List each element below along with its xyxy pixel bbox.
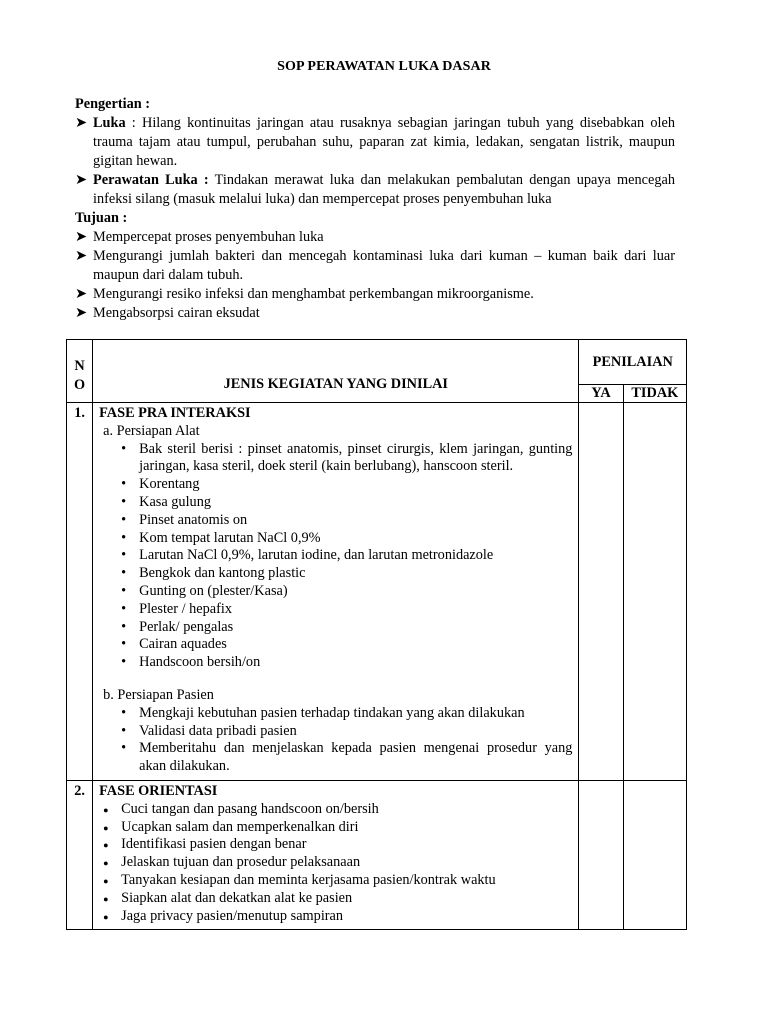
list-item: • Bak steril berisi : pinset anatomis, pinset cirurgis, klem jaringan, gunting jaringan, kasa steril, doek steril (kain berlubang), hanscoon steril. [121, 441, 572, 477]
list-item: • Mengkaji kebutuhan pasien terhadap tindakan yang akan dilakukan [121, 705, 572, 723]
tujuan-item [75, 228, 675, 247]
tujuan-item [75, 304, 675, 323]
arrow-bullet-icon: ➤ [75, 248, 87, 264]
phase-title: FASE PRA INTERAKSI [99, 405, 251, 421]
row-number: 1. [67, 403, 93, 781]
arrow-bullet-icon: ➤ [75, 115, 87, 131]
phase-title: FASE ORIENTASI [99, 782, 218, 799]
list-item: • Perlak/ pengalas [121, 619, 572, 637]
document-title: SOP PERAWATAN LUKA DASAR [277, 59, 491, 74]
row-content [93, 403, 579, 781]
list-item: ● Siapkan alat dan dekatkan alat ke pasien [103, 890, 572, 908]
list-item: ● Jelaskan tujuan dan prosedur pelaksanaan [103, 854, 572, 872]
pengertian-item-luka [75, 114, 675, 171]
ya-cell[interactable] [579, 403, 623, 781]
col-ya-header: YA [579, 385, 623, 403]
list-item: • Cairan aquades [121, 636, 572, 654]
definition: Hilang kontinuitas jaringan atau rusaknya sebagian jaringan tubuh yang disebabkan oleh trauma tajam atau tumpul, perubahan suhu, paparan zat kimia, ledakan, sengatan listrik, maupun gigitan hewan. [93, 115, 675, 169]
list-item: • Memberitahu dan menjelaskan kepada pasien mengenai prosedur yang akan dilakukan. [121, 740, 572, 776]
table-header-row [67, 340, 687, 385]
orientation-list [99, 801, 572, 926]
col-activity-header: JENIS KEGIATAN YANG DINILAI [93, 340, 579, 403]
patient-prep-list [99, 705, 572, 776]
col-tidak-header: TIDAK [623, 385, 686, 403]
pengertian-item-perawatan [75, 171, 675, 209]
row-number: 2. [67, 780, 93, 929]
list-item: ● Ucapkan salam dan memperkenalkan diri [103, 819, 572, 837]
list-item: • Pinset anatomis on [121, 512, 572, 530]
ya-cell[interactable] [579, 780, 623, 929]
arrow-bullet-icon: ➤ [75, 305, 87, 321]
arrow-bullet-icon: ➤ [75, 229, 87, 245]
intro-section [75, 95, 675, 323]
subsection-a-title: a. Persiapan Alat [103, 422, 200, 439]
row-content [93, 780, 579, 929]
separator: : [125, 115, 142, 131]
term: Luka [93, 115, 126, 131]
list-item: • Validasi data pribadi pasien [121, 723, 572, 741]
tujuan-text: Mengurangi jumlah bakteri dan mencegah kontaminasi luka dari kuman – kuman baik dari luar maupun dari dalam tubuh. [93, 248, 675, 283]
col-penilaian-header: PENILAIAN [579, 340, 687, 385]
table-row [67, 780, 687, 929]
term: Perawatan Luka : [93, 172, 209, 188]
tujuan-text: Mengurangi resiko infeksi dan menghambat perkembangan mikroorganisme. [93, 286, 534, 302]
list-item: • Korentang [121, 476, 572, 494]
assessment-table [66, 339, 687, 930]
list-item: ● Jaga privacy pasien/menutup sampiran [103, 908, 572, 926]
arrow-bullet-icon: ➤ [75, 172, 87, 188]
list-item: ● Identifikasi pasien dengan benar [103, 836, 572, 854]
list-item: • Larutan NaCl 0,9%, larutan iodine, dan larutan metronidazole [121, 547, 572, 565]
col-no-header: N O [67, 340, 93, 403]
list-item: ● Cuci tangan dan pasang handscoon on/bersih [103, 801, 572, 819]
tujuan-text: Mempercepat proses penyembuhan luka [93, 229, 324, 245]
tujuan-text: Mengabsorpsi cairan eksudat [93, 305, 260, 321]
tujuan-item [75, 285, 675, 304]
tujuan-item [75, 247, 675, 285]
tujuan-heading: Tujuan : [75, 210, 128, 226]
tidak-cell[interactable] [623, 780, 686, 929]
definition: Tindakan merawat luka dan melakukan pembalutan dengan upaya mencegah infeksi silang (masuk melalui luka) dan mempercepat proses penyembuhan luka [93, 172, 676, 207]
list-item: • Kom tempat larutan NaCl 0,9% [121, 530, 572, 548]
list-item: • Plester / hepafix [121, 601, 572, 619]
arrow-bullet-icon: ➤ [75, 286, 87, 302]
equipment-list [99, 441, 572, 672]
tidak-cell[interactable] [623, 403, 686, 781]
list-item: • Gunting on (plester/Kasa) [121, 583, 572, 601]
list-item: ● Tanyakan kesiapan dan meminta kerjasama pasien/kontrak waktu [103, 872, 572, 890]
list-item: • Kasa gulung [121, 494, 572, 512]
list-item: • Handscoon bersih/on [121, 654, 572, 672]
pengertian-heading: Pengertian : [75, 96, 151, 112]
table-row [67, 403, 687, 781]
subsection-b-title: b. Persiapan Pasien [103, 686, 214, 703]
list-item: • Bengkok dan kantong plastic [121, 565, 572, 583]
